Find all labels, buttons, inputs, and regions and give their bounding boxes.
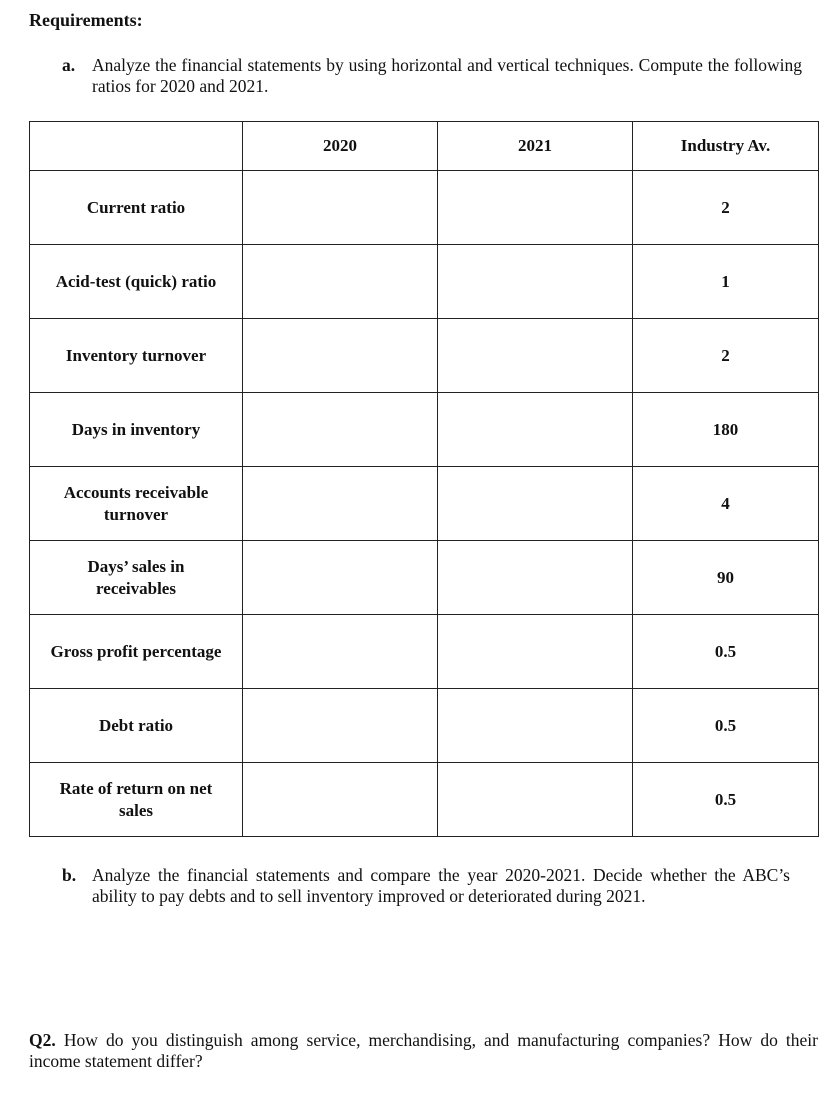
industry-average-value: 0.5 — [633, 763, 819, 837]
industry-average-value: 90 — [633, 541, 819, 615]
requirement-b-letter: b. — [62, 865, 77, 885]
header-2021: 2021 — [438, 122, 633, 171]
ratio-label — [30, 393, 243, 467]
ratio-label — [30, 319, 243, 393]
industry-average-value: 0.5 — [633, 689, 819, 763]
ratio-label — [30, 689, 243, 763]
value-2021-cell — [438, 763, 633, 837]
value-2021-cell — [438, 171, 633, 245]
table-row — [30, 763, 819, 837]
ratio-label-text: Current ratio — [86, 197, 186, 217]
requirement-b — [62, 865, 790, 907]
industry-average-value: 180 — [633, 393, 819, 467]
header-label-cell — [30, 122, 243, 171]
value-2021-cell — [438, 467, 633, 541]
table-row — [30, 393, 819, 467]
requirement-a — [62, 55, 802, 97]
ratio-label — [30, 467, 243, 541]
industry-average-value: 1 — [633, 245, 819, 319]
value-2020-cell — [243, 689, 438, 763]
header-industry-average: Industry Av. — [633, 122, 819, 171]
value-2020-cell — [243, 615, 438, 689]
industry-average-value: 2 — [633, 171, 819, 245]
value-2020-cell — [243, 245, 438, 319]
industry-average-value: 4 — [633, 467, 819, 541]
question-2-text: How do you distinguish among service, merchandising, and manufacturing companies? How do their income statement differ? — [29, 1030, 818, 1071]
value-2020-cell — [243, 541, 438, 615]
value-2021-cell — [438, 393, 633, 467]
ratio-label — [30, 245, 243, 319]
industry-average-value: 2 — [633, 319, 819, 393]
ratio-label-text: Accounts receivable turnover — [63, 482, 209, 524]
table-row — [30, 171, 819, 245]
ratios-table — [29, 121, 819, 837]
value-2021-cell — [438, 615, 633, 689]
table-row — [30, 467, 819, 541]
value-2020-cell — [243, 467, 438, 541]
ratio-label-text: Gross profit percentage — [50, 641, 222, 661]
table-row — [30, 615, 819, 689]
value-2021-cell — [438, 541, 633, 615]
ratio-label-text: Inventory turnover — [65, 345, 207, 365]
table-row — [30, 689, 819, 763]
header-2020: 2020 — [243, 122, 438, 171]
ratio-label-text: Acid-test (quick) ratio — [55, 271, 217, 291]
value-2020-cell — [243, 319, 438, 393]
ratio-label — [30, 171, 243, 245]
table-row — [30, 541, 819, 615]
table-row — [30, 319, 819, 393]
ratio-label-text: Days in inventory — [71, 419, 201, 439]
requirement-b-text: Analyze the financial statements and compare the year 2020-2021. Decide whether the ABC’s ability to pay debts and to sell inventory improved or deteriorated during 2021. — [92, 865, 790, 906]
requirement-a-letter: a. — [62, 55, 76, 75]
table-header-row — [30, 122, 819, 171]
table-row — [30, 245, 819, 319]
ratio-label-text: Days’ sales in receivables — [87, 556, 185, 598]
value-2021-cell — [438, 689, 633, 763]
requirement-a-text: Analyze the financial statements by using horizontal and vertical techniques. Compute the following ratios for 2020 and 2021. — [92, 55, 802, 96]
page-title: Requirements: — [29, 10, 143, 30]
ratio-label — [30, 763, 243, 837]
ratio-label — [30, 615, 243, 689]
value-2020-cell — [243, 393, 438, 467]
value-2021-cell — [438, 245, 633, 319]
ratio-label-text: Rate of return on net sales — [59, 778, 213, 820]
question-2-number: Q2. — [29, 1030, 56, 1050]
ratio-label-text: Debt ratio — [98, 715, 174, 735]
ratio-label — [30, 541, 243, 615]
value-2020-cell — [243, 171, 438, 245]
question-2 — [29, 1030, 818, 1072]
industry-average-value: 0.5 — [633, 615, 819, 689]
value-2020-cell — [243, 763, 438, 837]
value-2021-cell — [438, 319, 633, 393]
